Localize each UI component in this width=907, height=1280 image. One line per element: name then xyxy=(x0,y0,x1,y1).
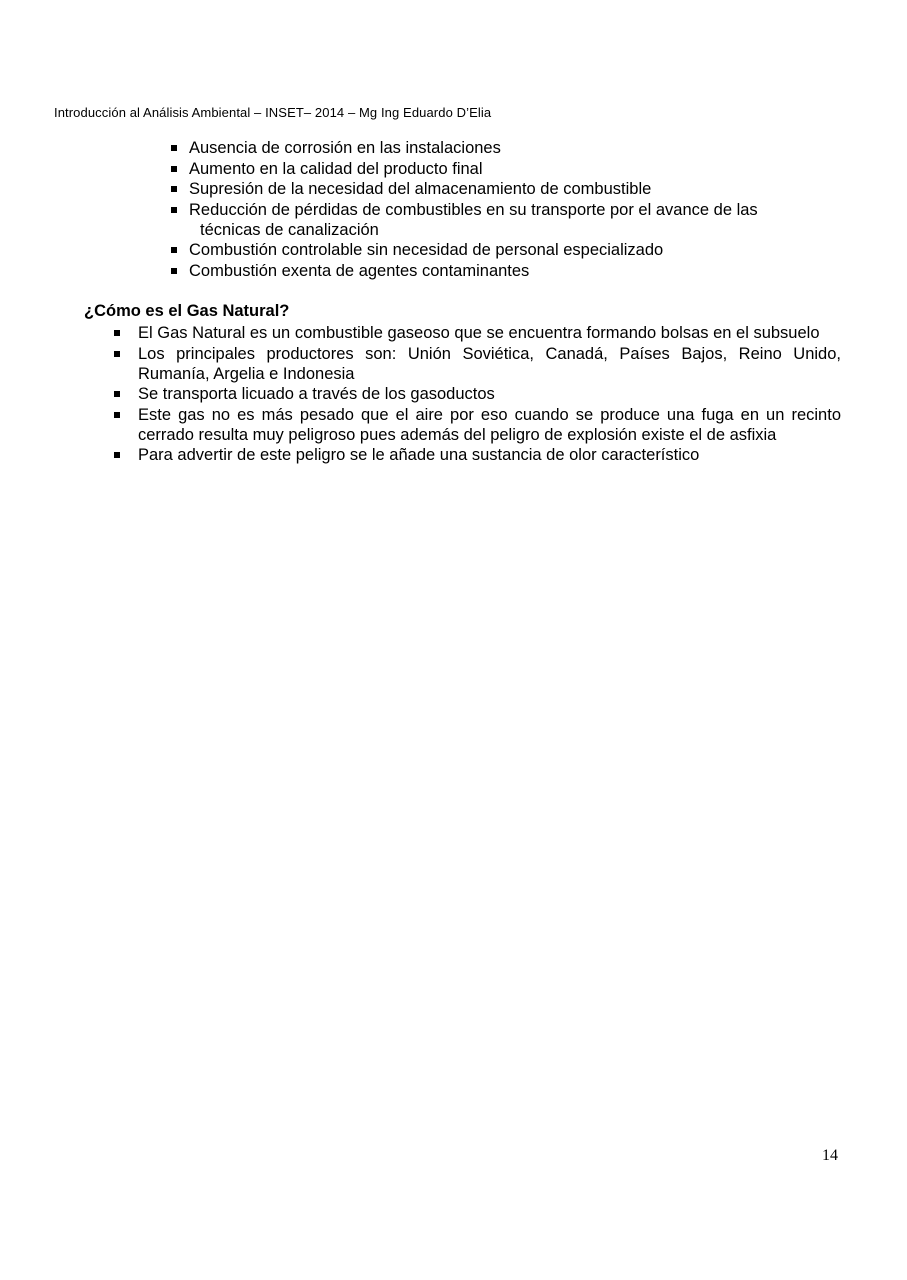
running-header: Introducción al Análisis Ambiental – INSET– 2014 – Mg Ing Eduardo D’Elia xyxy=(54,105,492,120)
section-heading: ¿Cómo es el Gas Natural? xyxy=(84,302,290,320)
list-item xyxy=(189,200,829,240)
list-item xyxy=(189,261,829,281)
list-item xyxy=(189,179,829,199)
list-item-text: Este gas no es más pesado que el aire por eso cuando se produce una fuga en un recinto cerrado resulta muy peligroso pues además del peligro de explosión existe el de asfixia xyxy=(138,405,841,444)
list-item-text: Los principales productores son: Unión Soviética, Canadá, Países Bajos, Reino Unido, Rumanía, Argelia e Indonesia xyxy=(138,344,841,383)
square-bullet-icon xyxy=(171,186,177,192)
list-item xyxy=(138,323,841,343)
list-item-text: Combustión exenta de agentes contaminantes xyxy=(189,261,530,280)
list-item-text: Se transporta licuado a través de los gasoductos xyxy=(138,385,495,403)
list-item-text: Para advertir de este peligro se le añade una sustancia de olor característico xyxy=(138,446,700,464)
list-item-text: Combustión controlable sin necesidad de personal especializado xyxy=(189,241,664,259)
list-item xyxy=(138,384,841,404)
square-bullet-icon xyxy=(171,268,177,274)
list-item-text: Ausencia de corrosión en las instalaciones xyxy=(189,139,501,157)
page-number: 14 xyxy=(822,1147,838,1164)
list-item-text: Supresión de la necesidad del almacenamiento de combustible xyxy=(189,180,652,198)
list-item xyxy=(138,445,841,465)
list-item xyxy=(189,240,829,260)
square-bullet-icon xyxy=(171,166,177,172)
gas-facts-list xyxy=(138,323,841,466)
square-bullet-icon xyxy=(114,391,120,397)
square-bullet-icon xyxy=(171,207,177,213)
list-item-text: Reducción de pérdidas de combustibles en su transporte por el avance de las xyxy=(189,200,758,219)
square-bullet-icon xyxy=(114,412,120,418)
square-bullet-icon xyxy=(114,351,120,357)
square-bullet-icon xyxy=(114,452,120,458)
advantages-list xyxy=(189,138,829,281)
list-item-text: El Gas Natural es un combustible gaseoso que se encuentra formando bolsas en el subsuelo xyxy=(138,324,820,342)
list-item xyxy=(138,344,841,384)
list-item xyxy=(189,159,829,179)
list-item xyxy=(189,138,829,158)
list-item-text: Aumento en la calidad del producto final xyxy=(189,159,483,178)
list-item-continuation: técnicas de canalización xyxy=(200,220,379,239)
square-bullet-icon xyxy=(171,145,177,151)
square-bullet-icon xyxy=(114,330,120,336)
square-bullet-icon xyxy=(171,247,177,253)
list-item xyxy=(138,405,841,445)
